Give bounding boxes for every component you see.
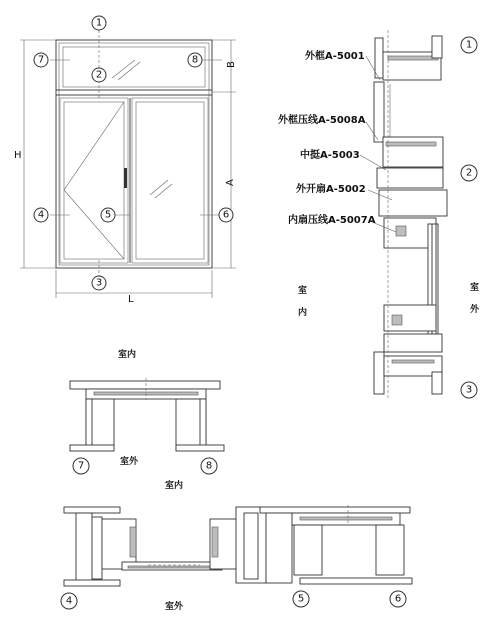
detail-marker-7: 7 [77, 460, 85, 472]
window-elevation [14, 16, 237, 305]
section-outdoor-2: 外 [470, 305, 480, 315]
detail-top-outdoor: 室外 [120, 457, 139, 467]
detail-top-indoor: 室内 [118, 350, 137, 360]
label-frame-bead: 外框压线A-5008A [278, 115, 366, 126]
detail-sash-section [61, 479, 412, 612]
section-marker-3: 3 [465, 384, 473, 396]
marker-5: 5 [104, 209, 112, 221]
detail-marker-8: 8 [205, 460, 213, 472]
detail-transom-section [70, 348, 224, 474]
dim-h-label: H [14, 150, 22, 161]
marker-3: 3 [95, 277, 103, 289]
marker-6: 6 [222, 209, 230, 221]
label-mullion: 中挺A-5003 [300, 150, 360, 161]
detail-marker-6: 6 [394, 593, 402, 605]
marker-8: 8 [191, 54, 199, 66]
section-indoor-1: 室 [298, 286, 308, 296]
label-outer-sash: 外开扇A-5002 [296, 184, 366, 195]
detail-bottom-outdoor: 室外 [165, 602, 184, 612]
label-outer-frame: 外框A-5001 [305, 51, 365, 62]
marker-2: 2 [95, 69, 103, 81]
dim-b-label: B [226, 61, 237, 68]
dim-l-label: L [128, 294, 134, 305]
vertical-section [278, 30, 480, 400]
detail-marker-5: 5 [297, 593, 305, 605]
dim-a-label: A [225, 179, 236, 186]
label-inner-bead: 内扇压线A-5007A [288, 215, 376, 226]
marker-7: 7 [37, 54, 45, 66]
section-marker-1: 1 [465, 39, 473, 51]
section-outdoor-1: 室 [470, 283, 480, 293]
marker-4: 4 [37, 209, 45, 221]
section-indoor-2: 内 [298, 308, 308, 318]
detail-marker-4: 4 [65, 595, 73, 607]
detail-bottom-indoor: 室内 [165, 481, 184, 491]
section-marker-2: 2 [465, 167, 473, 179]
marker-1: 1 [95, 17, 103, 29]
